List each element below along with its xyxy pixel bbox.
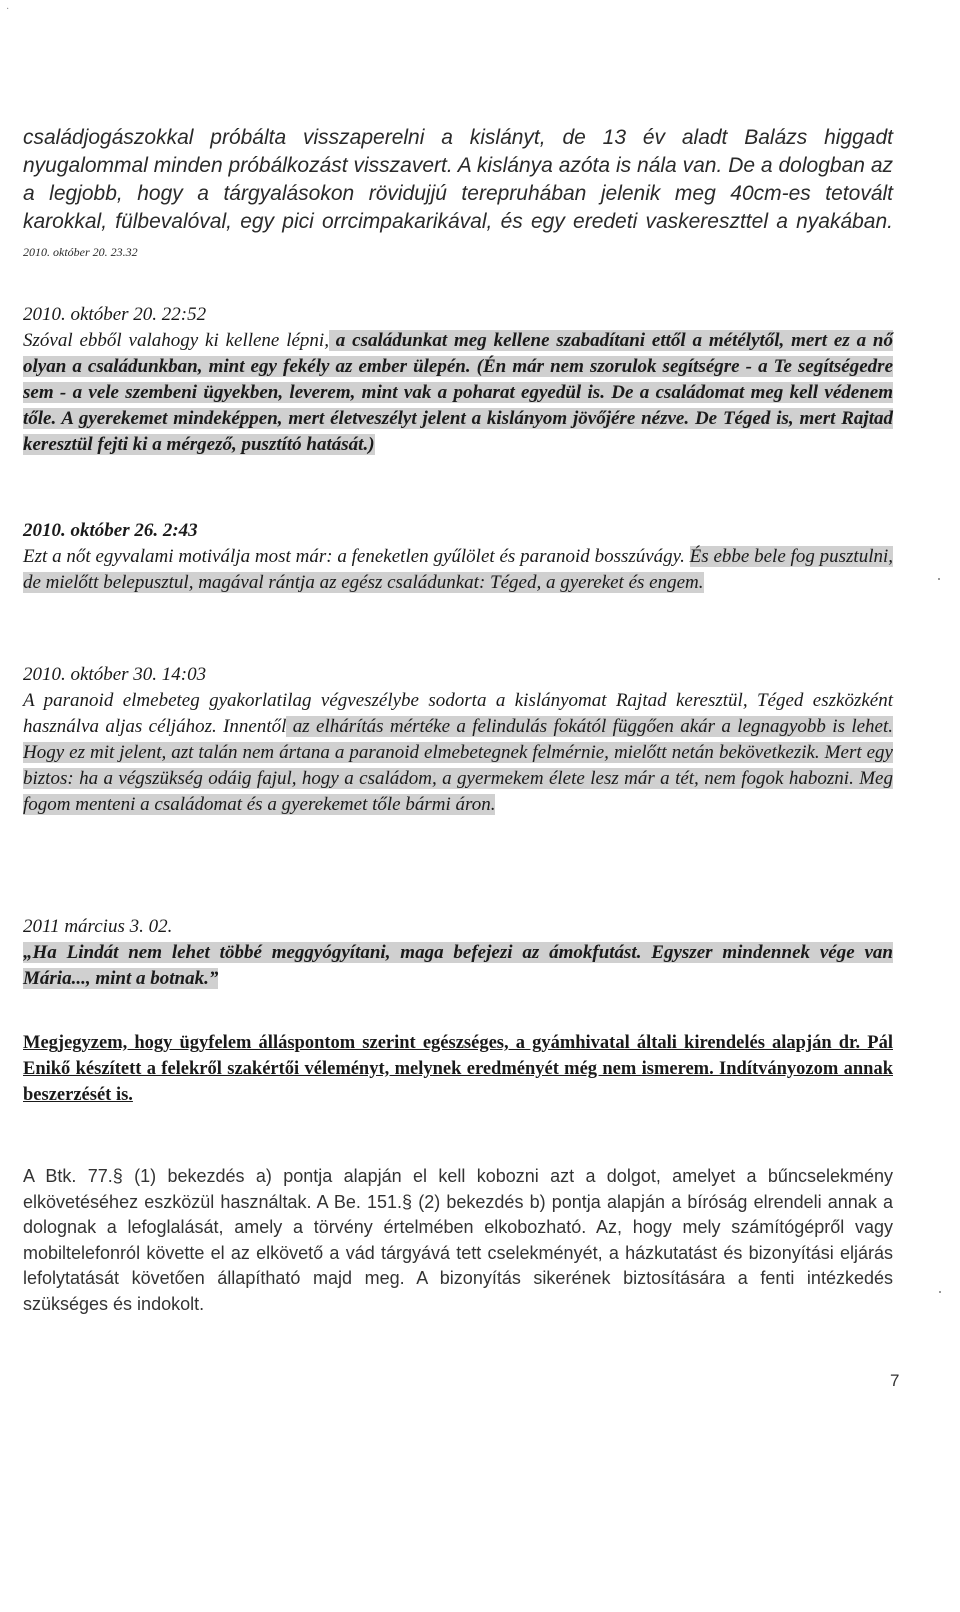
- highlighted-text: a családunkat meg kellene szabadítani ettől a métélytől, mert ez a nő olyan a családunkban, mint egy fekély az ember ülepén. (Én már nem szorulok segítségre - a Te segítségedre sem - a vele szembeni ügyekben, leverem, mint vak a poharat egyedül is. De a családomat meg kell védenem tőle. A gyerekemet mindeképpen, mert életveszélyt jelent a kislányom jövőjére nézve. De Téged is, mert Rajtad keresztül fejti ki a mérgező, pusztító hatását.): [23, 330, 893, 455]
- entry-2010-10-20: [23, 302, 893, 458]
- intro-text: családjogászokkal próbálta visszaperelni a kislányt, de 13 év aladt Balázs higgadt nyugalommal minden próbálkozást visszavert. A kislánya azóta is nála van. De a dologban az a legjobb, hogy a tárgyalásokon rövidujjú terepruhában jelenik meg 40cm-es tetovált karokkal, fülbevalóval, egy pici orrcimpakarikával, és egy eredeti vaskereszttel a nyakában.: [23, 126, 893, 233]
- entry-2010-10-30: [23, 662, 893, 818]
- entry-date: 2010. október 26. 2:43: [23, 520, 198, 541]
- scan-speck: [938, 578, 940, 580]
- entry-text: A paranoid elmebeteg gyakorlatilag végveszélybe sodorta a kislányomat Rajtad keresztül, Téged eszközként használva aljas céljához. Innentől az elhárítás mértéke a felindulás fokától függően akár a legnagyobb is lehet. Hogy ez mit jelent, azt talán nem ártana a paranoid elmebetegnek felmérnie, mielőtt netán bekövetkezik. Mert egy biztos: ha a végszükség odáig fajul, hogy a családom, a gyermekem élete lesz már a tét, nem fogok habozni. Meg fogom menteni a családomat és a gyerekemet tőle bármi áron.: [23, 690, 893, 815]
- entry-date: 2011 március 3. 02.: [23, 916, 173, 937]
- attorney-notice: Megjegyzem, hogy ügyfelem álláspontom szerint egészséges, a gyámhivatal általi kirendelés alapján dr. Pál Enikő készített a felekről szakértői véleményt, melynek eredményét még nem ismerem. Indítványozom annak beszerzését is.: [23, 1033, 893, 1105]
- entry-text: [23, 940, 893, 992]
- intro-paragraph: [23, 124, 893, 266]
- scan-speck: [939, 1291, 941, 1293]
- scan-mark: ·: [6, 4, 10, 15]
- entry-2010-10-26: [23, 518, 893, 596]
- highlighted-text: „Ha Lindát nem lehet többé meggyógyítani, maga befejezi az ámokfutást. Egyszer mindennek vége van Mária..., mint a botnak.”: [23, 942, 893, 989]
- entry-date: 2010. október 20. 22:52: [23, 304, 207, 325]
- entry-text: Ezt a nőt egyvalami motiválja most már: a feneketlen gyűlölet és paranoid bosszúvágy. És ebbe bele fog pusztulni, de mielőtt belepusztul, magával rántja az egész családunkat: Téged, a gyereket és engem.: [23, 546, 894, 593]
- legal-basis-paragraph: A Btk. 77.§ (1) bekezdés a) pontja alapján el kell kobozni azt a dolgot, amelyet a bűncselekmény elkövetéséhez eszközül használtak. A Be. 151.§ (2) bekezdés b) pontja alapján a bíróság elrendeli annak a dolognak a lefoglalását, amely a törvény értelmében elkobozható. Az, hogy mely számítógépről vagy mobiltelefonról követte el az elkövető a vád tárgyává tett cselekményét, a házkutatást és bizonyítási eljárás lefolytatását követően állapítható majd meg. A bizonyítás sikerének biztosítására a fenti intézkedés szükséges és indokolt.: [23, 1166, 893, 1314]
- highlighted-text: az elhárítás mértéke a felindulás fokától függően akár a legnagyobb is lehet. Hogy ez mit jelent, azt talán nem ártana a paranoid elmebetegnek felmérnie, mielőtt netán bekövetkezik. Mert egy biztos: ha a végszükség odáig fajul, hogy a családom, a gyermekem élete lesz már a tét, nem fogok habozni. Meg fogom menteni a családomat és a gyerekemet tőle bármi áron.: [23, 716, 893, 815]
- page-number: 7: [890, 1371, 900, 1390]
- entry-2011-03-03: [23, 914, 893, 992]
- entry-text: Szóval ebből valahogy ki kellene lépni, a családunkat meg kellene szabadítani ettől a métélytől, mert ez a nő olyan a családunkban, mint egy fekély az ember ülepén. (Én már nem szorulok segítségre - a Te segítségedre sem - a vele szembeni ügyekben, leverem, mint vak a poharat egyedül is. De a családomat meg kell védenem tőle. A gyerekemet mindeképpen, mert életveszélyt jelent a kislányom jövőjére nézve. De Téged is, mert Rajtad keresztül fejti ki a mérgező, pusztító hatását.): [23, 330, 893, 455]
- entry-date: 2010. október 30. 14:03: [23, 664, 207, 685]
- handwritten-timestamp: 2010. október 20. 23.32: [23, 245, 138, 259]
- highlighted-text: És ebbe bele fog pusztulni, de mielőtt belepusztul, magával rántja az egész családunkat: Téged, a gyereket és engem.: [23, 546, 894, 593]
